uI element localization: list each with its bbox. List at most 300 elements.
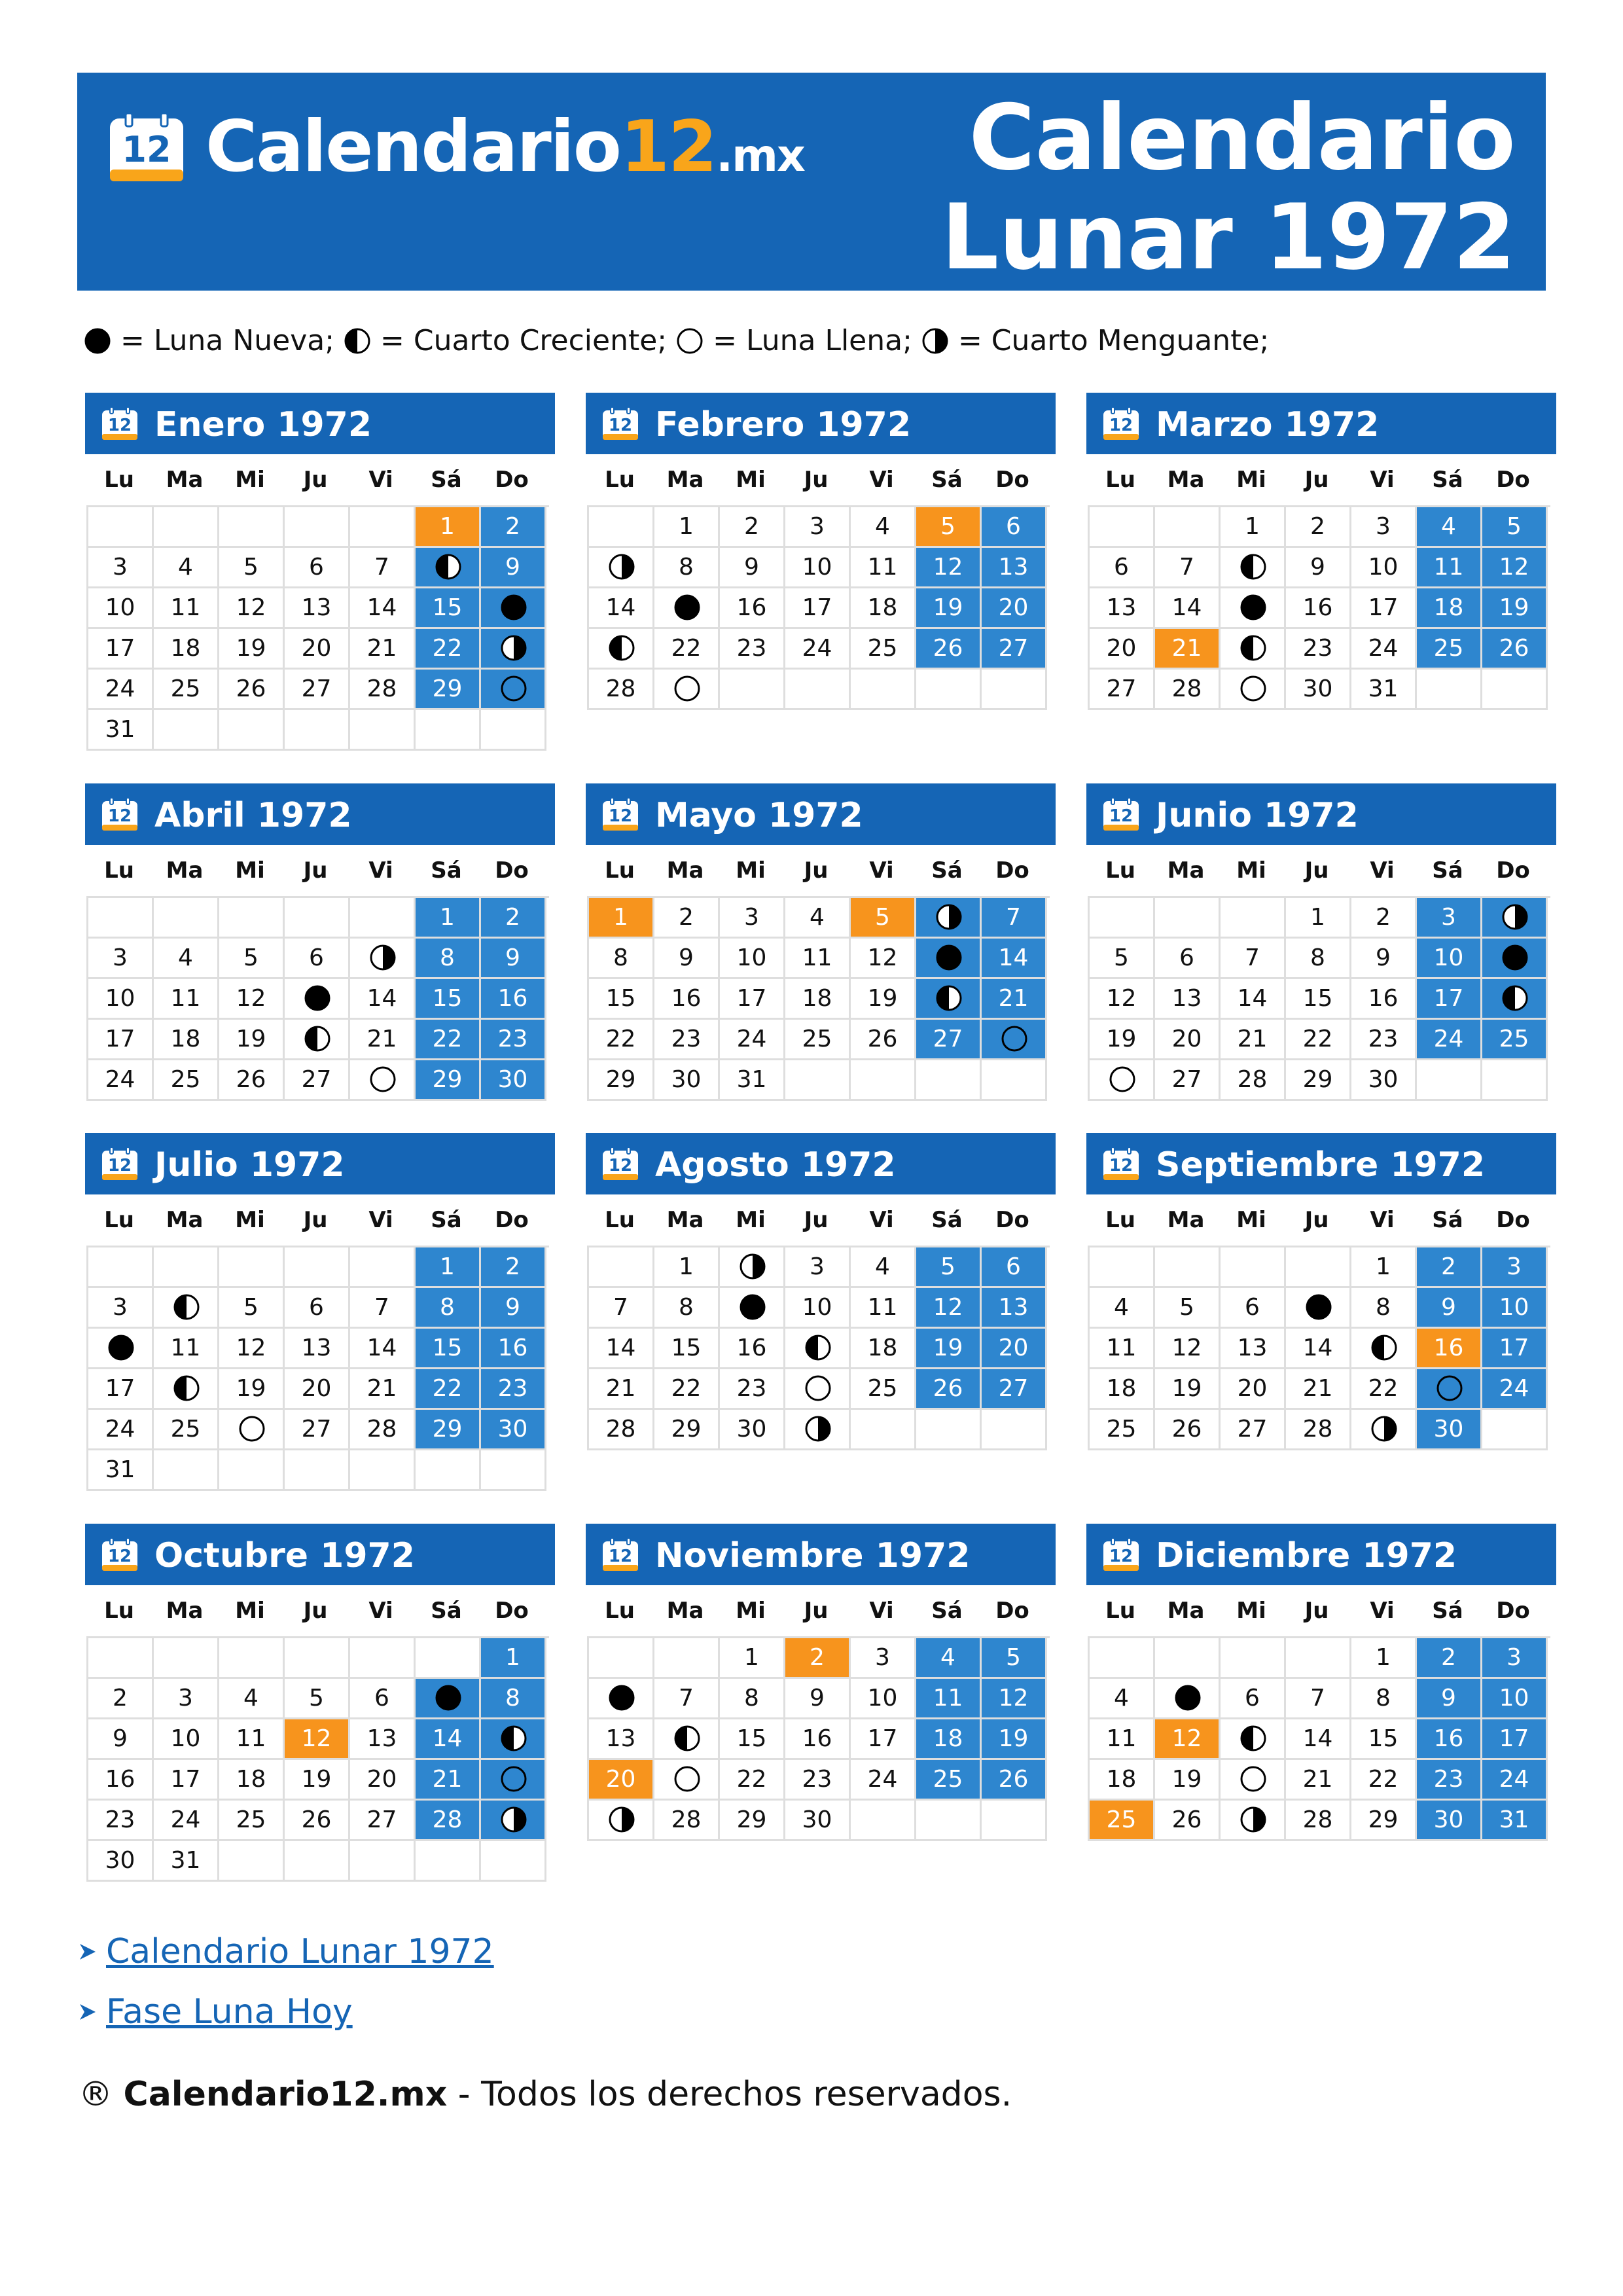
day-cell: 12 [1482,548,1548,588]
moon-full-icon [1109,1066,1136,1093]
empty-day-cell [851,1060,916,1101]
moon-first-icon [1501,984,1529,1012]
day-cell: 28 [1286,1801,1351,1841]
moon-full-icon [1240,675,1267,702]
empty-day-cell [88,898,154,939]
month-title: Marzo 1972 [1156,405,1380,444]
day-cell: 3 [154,1679,219,1719]
day-cell-moon-new [1286,1288,1351,1329]
empty-day-cell [350,1247,416,1288]
day-cell: 28 [1286,1410,1351,1450]
day-cell: 14 [350,1329,416,1369]
month-calendar [1086,1133,1556,1450]
day-cell: 2 [785,1638,851,1679]
moon-first-icon [1240,553,1267,581]
day-cell: 2 [1351,898,1417,939]
weekday-label: Mi [235,1598,265,1624]
month-calendar [1086,783,1556,1101]
empty-day-cell [285,507,350,548]
empty-day-cell [1155,1247,1221,1288]
empty-day-cell [481,710,546,751]
moon-full-icon [1001,1025,1028,1052]
weekday-label: Mi [736,467,766,493]
day-cell: 14 [982,939,1047,979]
day-cell: 3 [1482,1247,1548,1288]
empty-day-cell [916,670,982,710]
day-cell: 9 [1417,1679,1482,1719]
moon-last-icon [1501,903,1529,931]
month-title: Mayo 1972 [655,796,863,835]
moon-first-icon [344,327,371,355]
day-cell: 25 [1417,629,1482,670]
month-header [1086,393,1556,454]
empty-day-cell [982,670,1047,710]
day-cell: 27 [916,1020,982,1060]
moon-first-icon [608,634,635,662]
day-cell-moon-first [785,1329,851,1369]
month-title: Agosto 1972 [655,1145,896,1185]
weekday-label: Sá [1432,1207,1463,1233]
weekday-label: Mi [1236,857,1266,884]
day-cell: 24 [1417,1020,1482,1060]
day-cell: 15 [1286,979,1351,1020]
weekday-label: Ju [1304,1598,1329,1624]
day-cell: 26 [285,1801,350,1841]
logo-prefix: Calendario [205,106,620,188]
day-cell: 26 [219,670,285,710]
weekday-label: Do [1496,467,1530,493]
empty-day-cell [982,1060,1047,1101]
calendar-icon [1102,1538,1140,1572]
weekday-label: Do [495,857,529,884]
day-cell: 25 [851,629,916,670]
days-grid [587,1636,1050,1841]
empty-day-cell [481,1450,546,1491]
day-cell: 20 [1155,1020,1221,1060]
weekday-label: Vi [1370,467,1395,493]
svg-text:12: 12 [1109,1156,1133,1175]
weekday-label: Ju [804,1598,829,1624]
day-cell: 6 [285,939,350,979]
empty-day-cell [1482,1410,1548,1450]
day-cell: 1 [416,1247,481,1288]
empty-day-cell [785,670,851,710]
empty-day-cell [851,1410,916,1450]
day-cell: 3 [1482,1638,1548,1679]
empty-day-cell [1090,507,1155,548]
day-cell: 29 [589,1060,654,1101]
day-cell: 16 [1351,979,1417,1020]
day-cell: 30 [1351,1060,1417,1101]
weekday-header [587,1585,1056,1636]
month-header [586,1133,1056,1194]
day-cell: 3 [851,1638,916,1679]
day-cell: 28 [1221,1060,1286,1101]
moon-first-icon [804,1334,832,1361]
day-cell: 7 [350,548,416,588]
day-cell-moon-new [285,979,350,1020]
empty-day-cell [1417,670,1482,710]
calendar-icon [101,1147,139,1181]
footer-text: - Todos los derechos reservados. [447,2075,1012,2114]
day-cell: 8 [654,1288,720,1329]
day-cell: 22 [1351,1369,1417,1410]
day-cell-moon-full [350,1060,416,1101]
day-cell: 3 [785,1247,851,1288]
day-cell: 9 [481,1288,546,1329]
day-cell: 11 [785,939,851,979]
day-cell: 1 [1351,1638,1417,1679]
day-cell: 30 [1417,1801,1482,1841]
page-title [941,85,1516,290]
day-cell-moon-last [916,898,982,939]
link-calendario-lunar[interactable] [77,1922,494,1982]
day-cell: 24 [720,1020,785,1060]
weekday-label: Mi [1236,1598,1266,1624]
day-cell: 9 [654,939,720,979]
days-grid [86,505,549,751]
day-cell: 4 [851,507,916,548]
weekday-label: Sá [931,857,963,884]
day-cell: 24 [88,1060,154,1101]
calendar-icon [101,798,139,832]
day-cell-moon-first [285,1020,350,1060]
day-cell: 18 [1090,1760,1155,1801]
day-cell: 12 [219,1329,285,1369]
day-cell: 17 [1417,979,1482,1020]
day-cell-moon-last [1221,1801,1286,1841]
moon-first-icon [435,553,462,581]
day-cell: 8 [1286,939,1351,979]
day-cell: 18 [154,1020,219,1060]
day-cell: 4 [851,1247,916,1288]
link-fase-luna-hoy[interactable] [77,1982,494,2042]
day-cell: 13 [589,1719,654,1760]
weekday-label: Ma [666,857,704,884]
day-cell: 21 [350,1369,416,1410]
calendar-icon [1102,407,1140,441]
empty-day-cell [851,1801,916,1841]
moon-last-icon [739,1253,766,1280]
day-cell: 24 [88,1410,154,1450]
weekday-label: Ma [1167,1207,1205,1233]
day-cell: 11 [916,1679,982,1719]
day-cell: 7 [1155,548,1221,588]
weekday-header [86,454,555,505]
day-cell: 8 [481,1679,546,1719]
day-cell-moon-last [720,1247,785,1288]
moon-new-icon [1305,1293,1332,1321]
weekday-label: Ju [804,467,829,493]
svg-text:12: 12 [608,1156,633,1175]
day-cell: 16 [88,1760,154,1801]
weekday-label: Vi [368,1598,393,1624]
day-cell: 23 [1351,1020,1417,1060]
weekday-label: Mi [1236,1207,1266,1233]
svg-text:12: 12 [107,806,132,826]
day-cell-moon-first [654,1719,720,1760]
day-cell: 16 [1417,1719,1482,1760]
day-cell: 29 [1286,1060,1351,1101]
day-cell: 14 [1221,979,1286,1020]
day-cell-moon-new [1221,588,1286,629]
weekday-label: Sá [931,1598,963,1624]
day-cell: 3 [88,548,154,588]
day-cell: 25 [851,1369,916,1410]
month-calendar [586,1133,1056,1450]
day-cell: 23 [88,1801,154,1841]
day-cell: 12 [982,1679,1047,1719]
day-cell: 15 [654,1329,720,1369]
day-cell: 17 [720,979,785,1020]
calendar-icon [601,1147,639,1181]
day-cell: 20 [982,1329,1047,1369]
day-cell: 2 [481,898,546,939]
day-cell: 3 [785,507,851,548]
weekday-header [86,845,555,896]
link-calendario-lunar-text[interactable]: Calendario Lunar 1972 [106,1932,494,1971]
weekday-label: Lu [1105,467,1135,493]
day-cell: 20 [982,588,1047,629]
day-cell-moon-full [1221,1760,1286,1801]
day-cell: 3 [88,939,154,979]
weekday-label: Vi [1370,1207,1395,1233]
day-cell: 27 [1155,1060,1221,1101]
day-cell: 1 [1351,1247,1417,1288]
day-cell: 11 [1090,1719,1155,1760]
day-cell: 19 [1482,588,1548,629]
svg-text:12: 12 [1109,806,1133,826]
weekday-label: Ju [1304,467,1329,493]
weekday-label: Vi [368,467,393,493]
day-cell: 10 [1351,548,1417,588]
links-section [77,1922,494,2042]
weekday-header [1088,1194,1556,1246]
day-cell: 12 [219,979,285,1020]
month-title: Septiembre 1972 [1156,1145,1486,1185]
month-calendar [85,393,555,751]
day-cell: 22 [654,1369,720,1410]
day-cell: 1 [1286,898,1351,939]
weekday-label: Ju [303,1207,328,1233]
weekday-label: Mi [235,467,265,493]
day-cell: 5 [219,1288,285,1329]
day-cell: 24 [1482,1369,1548,1410]
month-calendar [586,1524,1056,1841]
moon-last-icon [500,634,527,662]
day-cell: 9 [1286,548,1351,588]
day-cell-moon-first [916,979,982,1020]
empty-day-cell [88,1638,154,1679]
weekday-label: Ju [303,467,328,493]
weekday-label: Mi [736,1207,766,1233]
month-calendar [85,783,555,1101]
empty-day-cell [350,1450,416,1491]
month-title: Octubre 1972 [154,1536,415,1575]
month-header [586,783,1056,845]
day-cell: 20 [350,1760,416,1801]
calendar-icon [601,798,639,832]
day-cell: 18 [916,1719,982,1760]
weekday-label: Sá [431,857,462,884]
empty-day-cell [589,507,654,548]
day-cell: 15 [589,979,654,1020]
day-cell: 16 [481,979,546,1020]
day-cell-moon-last [350,939,416,979]
empty-day-cell [654,1638,720,1679]
day-cell: 29 [416,1060,481,1101]
day-cell: 1 [1221,507,1286,548]
day-cell: 21 [1221,1020,1286,1060]
day-cell: 19 [219,629,285,670]
weekday-header [587,845,1056,896]
day-cell: 22 [654,629,720,670]
day-cell: 5 [1090,939,1155,979]
day-cell: 22 [416,1369,481,1410]
day-cell: 21 [1286,1760,1351,1801]
weekday-label: Do [995,857,1029,884]
empty-day-cell [219,1247,285,1288]
arrow-right-icon [77,2001,98,2022]
day-cell: 23 [720,1369,785,1410]
page-title-line2: Lunar 1972 [941,185,1516,290]
day-cell: 12 [916,1288,982,1329]
legend-label-new: = Luna Nueva; [120,324,335,357]
day-cell: 5 [916,507,982,548]
month-title: Febrero 1972 [655,405,912,444]
empty-day-cell [285,1841,350,1882]
link-fase-luna-hoy-text[interactable]: Fase Luna Hoy [106,1992,353,2032]
day-cell: 16 [1417,1329,1482,1369]
day-cell: 16 [481,1329,546,1369]
day-cell: 25 [154,670,219,710]
weekday-label: Ma [1167,1598,1205,1624]
weekday-label: Ma [166,467,204,493]
days-grid [1088,1246,1550,1450]
days-grid [587,505,1050,710]
day-cell: 31 [720,1060,785,1101]
day-cell: 19 [285,1760,350,1801]
day-cell-moon-first [1221,548,1286,588]
day-cell: 28 [350,670,416,710]
weekday-label: Ma [666,1598,704,1624]
empty-day-cell [982,1410,1047,1450]
day-cell: 11 [219,1719,285,1760]
moon-full-icon [673,1765,701,1793]
empty-day-cell [1221,898,1286,939]
day-cell: 17 [88,1020,154,1060]
day-cell: 14 [1286,1719,1351,1760]
day-cell: 20 [285,629,350,670]
weekday-label: Do [995,1207,1029,1233]
empty-day-cell [1155,1638,1221,1679]
day-cell: 14 [1155,588,1221,629]
empty-day-cell [350,507,416,548]
day-cell: 4 [916,1638,982,1679]
moon-last-icon [369,944,397,971]
day-cell: 2 [1417,1638,1482,1679]
day-cell: 8 [589,939,654,979]
day-cell: 16 [1286,588,1351,629]
empty-day-cell [916,1410,982,1450]
moon-full-icon [1436,1374,1463,1402]
day-cell-moon-first [154,1288,219,1329]
day-cell: 22 [1351,1760,1417,1801]
logo-icon-label: 12 [122,129,171,170]
day-cell: 7 [654,1679,720,1719]
moon-first-icon [173,1374,200,1402]
day-cell: 19 [916,588,982,629]
day-cell: 25 [219,1801,285,1841]
moon-new-icon [673,594,701,621]
day-cell: 10 [785,548,851,588]
days-grid [587,1246,1050,1450]
svg-text:12: 12 [1109,1547,1133,1566]
weekday-label: Do [1496,857,1530,884]
day-cell-moon-full [654,1760,720,1801]
moon-new-icon [1240,594,1267,621]
days-grid [86,1636,549,1882]
empty-day-cell [982,1801,1047,1841]
day-cell-moon-last [589,548,654,588]
day-cell: 21 [1155,629,1221,670]
moon-first-icon [1240,1725,1267,1752]
logo-text[interactable] [205,101,804,202]
empty-day-cell [916,1801,982,1841]
day-cell: 2 [720,507,785,548]
day-cell: 19 [219,1369,285,1410]
svg-text:12: 12 [608,416,633,435]
svg-text:12: 12 [107,1547,132,1566]
day-cell-moon-new [416,1679,481,1719]
day-cell: 12 [916,548,982,588]
empty-day-cell [219,710,285,751]
empty-day-cell [88,507,154,548]
empty-day-cell [219,1450,285,1491]
empty-day-cell [416,1450,481,1491]
day-cell: 31 [1482,1801,1548,1841]
day-cell: 2 [481,507,546,548]
day-cell-moon-full [982,1020,1047,1060]
day-cell: 26 [219,1060,285,1101]
day-cell: 20 [285,1369,350,1410]
empty-day-cell [720,670,785,710]
day-cell-moon-first [416,548,481,588]
weekday-label: Vi [368,1207,393,1233]
moon-full-icon [676,327,704,355]
day-cell: 29 [654,1410,720,1450]
day-cell: 27 [1090,670,1155,710]
moon-new-icon [608,1684,635,1712]
empty-day-cell [285,1638,350,1679]
day-cell: 1 [654,507,720,548]
day-cell: 14 [589,1329,654,1369]
day-cell: 8 [1351,1288,1417,1329]
weekday-label: Lu [104,1598,134,1624]
day-cell: 7 [1286,1679,1351,1719]
day-cell-moon-full [481,1760,546,1801]
day-cell: 13 [982,548,1047,588]
day-cell-moon-last [1482,898,1548,939]
day-cell: 22 [416,1020,481,1060]
month-title: Julio 1972 [154,1145,345,1185]
empty-day-cell [1090,1638,1155,1679]
month-header [85,1133,555,1194]
weekday-label: Vi [869,1207,894,1233]
day-cell: 15 [416,1329,481,1369]
weekday-header [1088,1585,1556,1636]
weekday-label: Ma [1167,467,1205,493]
